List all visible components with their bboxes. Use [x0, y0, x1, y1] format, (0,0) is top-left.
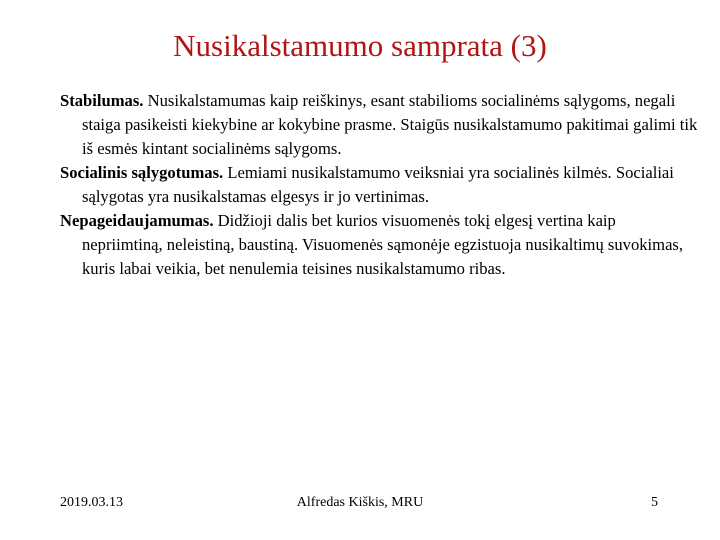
- text-undesirability: Didžioji dalis bet kurios visuomenės tokį elgesį vertina kaip nepriimtiną, neleistiną, baustiną. Visuomenės sąmonėje egzistuoja nusikaltimų suvokimas, kuris labai veikia, bet nenulemia teisines nusikalstamumo ribas.: [82, 211, 684, 278]
- text-social-conditioning: Lemiami nusikalstamumo veiksniai yra socialinės kilmės. Socialiai sąlygotas yra nusikalstamas elgesys ir jo vertinimas.: [82, 163, 674, 206]
- footer-date: 2019.03.13: [60, 495, 123, 510]
- slide-title: Nusikalstamumo samprata (3): [173, 28, 547, 63]
- paragraph-stability: [60, 89, 700, 161]
- term-undesirability: Nepageidaujamumas.: [60, 211, 214, 230]
- footer-page-number: 5: [651, 495, 658, 510]
- term-social-conditioning: Socialinis sąlygotumas.: [60, 163, 224, 182]
- footer-author: Alfredas Kiškis, MRU: [296, 495, 424, 510]
- paragraph-undesirability: [60, 209, 700, 281]
- term-stability: Stabilumas.: [60, 91, 144, 110]
- paragraph-social-conditioning: [60, 161, 700, 209]
- slide-body: [60, 89, 700, 281]
- text-stability: Nusikalstamumas kaip reiškinys, esant stabilioms socialinėms sąlygoms, negali staiga pasikeisti kiekybine ar kokybine prasme. Staigūs nusikalstamumo pakitimai galimi tik iš esmės kintant socialinėms sąlygoms.: [82, 91, 698, 158]
